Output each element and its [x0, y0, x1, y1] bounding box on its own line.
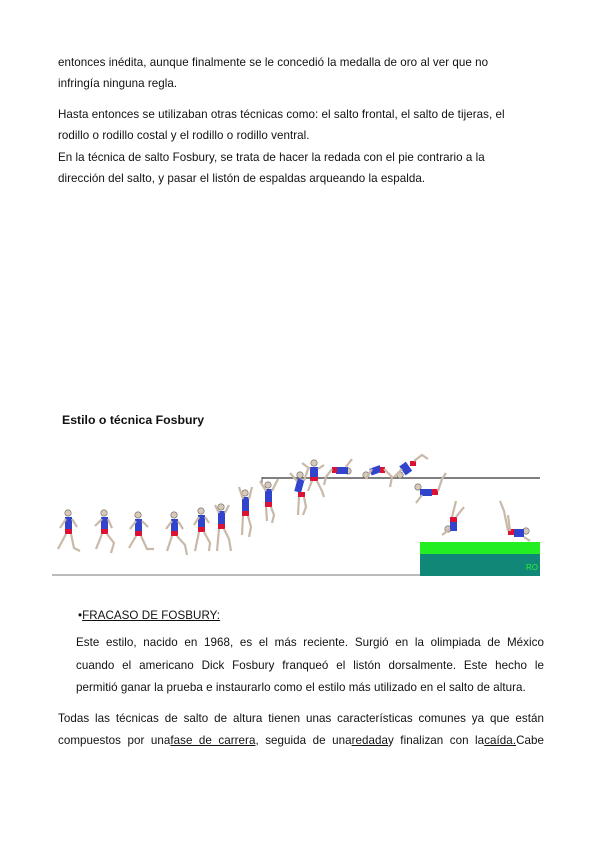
final-line2-part-a: compuestos por una [58, 734, 171, 747]
athlete-figure-12 [363, 465, 392, 487]
fracaso-title: FRACASO DE FOSBURY: [82, 609, 221, 622]
athlete-figure-11 [324, 459, 352, 485]
fosbury-sequence-figure [52, 453, 542, 583]
athlete-figure-9 [290, 469, 308, 515]
athlete-figure-8 [260, 479, 278, 523]
athlete-figure-7 [239, 487, 252, 537]
final-line2-part-d: Cabe [516, 734, 544, 747]
landing-mat-base [420, 554, 540, 576]
paragraph-techniques-line1: Hasta entonces se utilizaban otras técnicas como: el salto frontal, el salto de tijeras, el [58, 108, 505, 121]
paragraph-techniques-line2: rodillo o rodillo costal y el rodillo o rodillo ventral. [58, 129, 310, 142]
landing-mat-top [420, 542, 540, 554]
paragraph-fosbury-line2: dirección del salto, y pasar el listón de espaldas arqueando la espalda. [58, 172, 426, 185]
final-line2-part-c: y finalizan con la [387, 734, 485, 747]
paragraph-intro-line2: infringía ninguna regla. [58, 77, 178, 90]
mat-label: RO [526, 563, 538, 572]
final-line2-part-b: , seguida de una [255, 734, 352, 747]
athlete-figure-15 [442, 501, 464, 535]
link-redada[interactable]: redada [351, 734, 388, 747]
fracaso-line2: cuando el americano Dick Fosbury franqueó el listón dorsalmente. Este hecho le [76, 659, 544, 672]
athlete-figure-16 [500, 501, 530, 541]
athlete-figure-1 [58, 510, 80, 551]
figure-heading: Estilo o técnica Fosbury [62, 413, 205, 427]
final-line2 [58, 730, 544, 752]
athlete-figure-6 [215, 504, 231, 551]
fracaso-line3: permitió ganar la prueba e instaurarlo como el estilo más utilizado en el salto de altura. [76, 681, 526, 694]
athlete-figure-13 [394, 455, 428, 478]
paragraph-intro-line1: entonces inédita, aunque finalmente se le concedió la medalla de oro al ver que no [58, 56, 489, 69]
final-line1: Todas las técnicas de salto de altura tienen unas características comunes ya que están [58, 712, 544, 725]
athlete-figure-3 [129, 512, 154, 549]
athlete-figure-4 [166, 512, 187, 555]
fracaso-title-line: •FRACASO DE FOSBURY: [78, 609, 221, 622]
athlete-figure-2 [95, 510, 114, 553]
paragraph-fosbury-line1: En la técnica de salto Fosbury, se trata de hacer la redada con el pie contrario a la [58, 151, 485, 164]
link-caida[interactable]: caída. [484, 734, 517, 747]
fracaso-line1: Este estilo, nacido en 1968, es el más reciente. Surgió en la olimpiada de México [76, 636, 544, 649]
athlete-figure-5 [194, 508, 210, 551]
link-fase-de-carrera[interactable]: fase de carrera [170, 734, 256, 747]
